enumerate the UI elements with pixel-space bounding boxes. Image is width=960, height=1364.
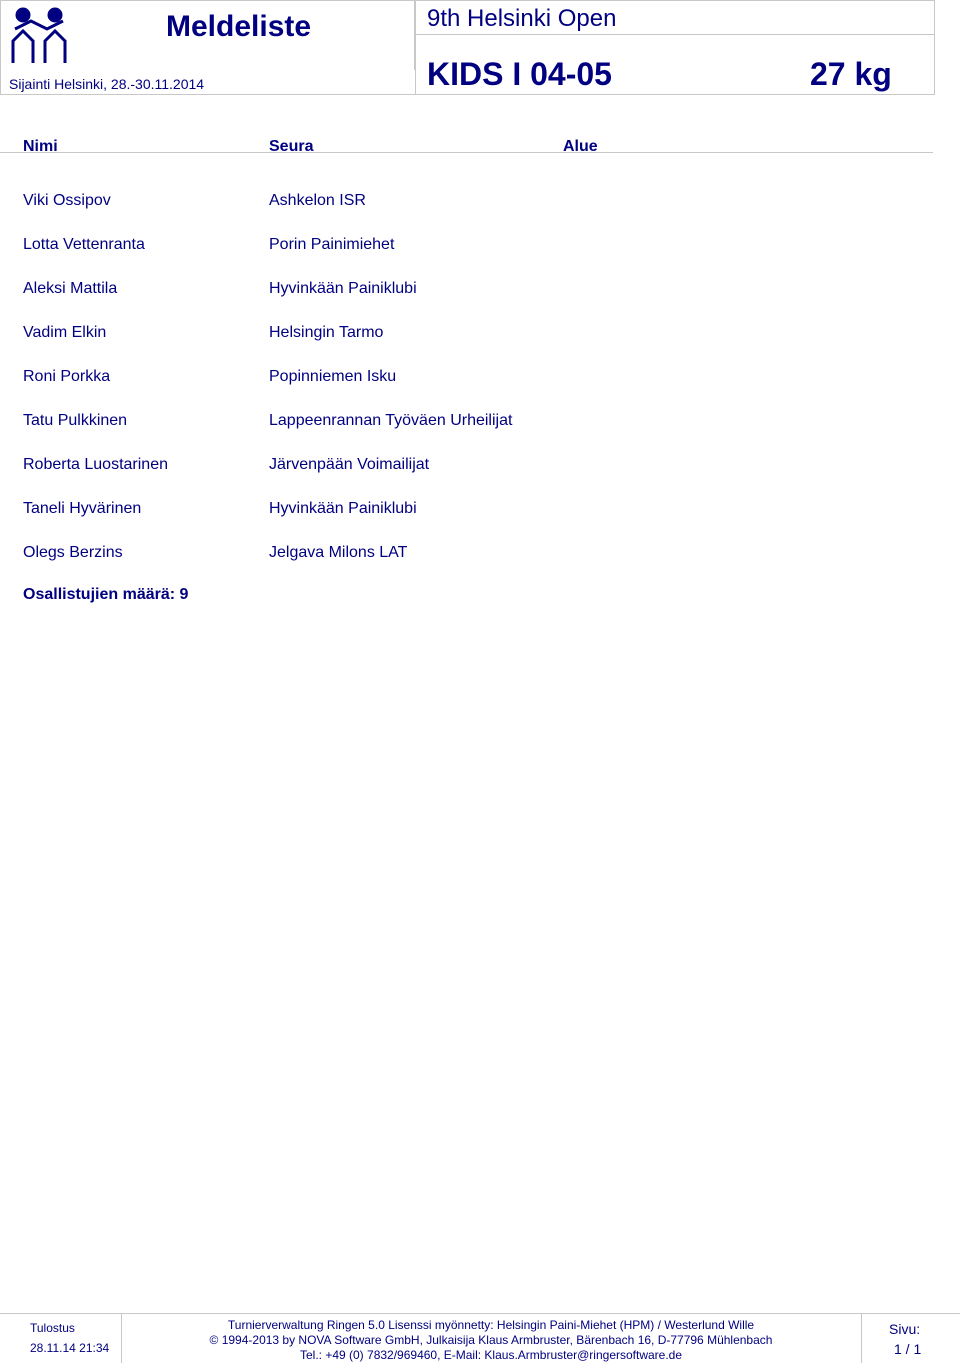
weight-class: 27 kg xyxy=(810,56,892,92)
logo-box xyxy=(0,0,120,70)
table-row xyxy=(0,544,933,588)
participant-club: Porin Painimiehet xyxy=(269,236,395,253)
participant-name: Lotta Vettenranta xyxy=(23,236,145,253)
print-label: Tulostus xyxy=(30,1321,75,1335)
location-date: Sijainti Helsinki, 28.-30.11.2014 xyxy=(9,76,205,92)
table-row xyxy=(0,280,933,324)
print-time: 28.11.14 21:34 xyxy=(30,1341,110,1355)
participant-club: Hyvinkään Painiklubi xyxy=(269,280,417,297)
participant-name: Viki Ossipov xyxy=(23,192,111,209)
participant-club: Järvenpään Voimailijat xyxy=(269,456,430,473)
participant-club: Lappeenrannan Työväen Urheilijat xyxy=(269,412,513,429)
wrestlers-logo-icon xyxy=(1,1,121,71)
participant-club: Ashkelon ISR xyxy=(269,192,366,209)
header-divider xyxy=(0,152,933,153)
license-line: Turnierverwaltung Ringen 5.0 Lisenssi myönnetty: Helsingin Paini-Miehet (HPM) / Westerlund Wille xyxy=(227,1318,755,1332)
column-header-club: Seura xyxy=(269,138,314,155)
footer-divider xyxy=(861,1313,862,1363)
copyright-line: © 1994-2013 by NOVA Software GmbH, Julkaisija Klaus Armbruster, Bärenbach 16, D-77796 Mühlenbach xyxy=(209,1333,773,1347)
table-row xyxy=(0,500,933,544)
table-row xyxy=(0,192,933,236)
column-header-name: Nimi xyxy=(23,138,58,155)
participant-name: Aleksi Mattila xyxy=(23,280,118,297)
participant-club: Jelgava Milons LAT xyxy=(269,544,408,561)
participant-name: Roberta Luostarinen xyxy=(23,456,168,473)
participant-name: Olegs Berzins xyxy=(23,544,123,561)
contact-line: Tel.: +49 (0) 7832/969460, E-Mail: Klaus.Armbruster@ringersoftware.de xyxy=(299,1348,683,1362)
table-row xyxy=(0,412,933,456)
table-row xyxy=(0,456,933,500)
class-name: KIDS I 04-05 xyxy=(427,56,612,92)
table-row xyxy=(0,236,933,280)
event-name: 9th Helsinki Open xyxy=(427,5,617,32)
participant-club: Popinniemen Isku xyxy=(269,368,397,385)
participant-club: Helsingin Tarmo xyxy=(269,324,384,341)
participant-count: Osallistujien määrä: 9 xyxy=(23,586,189,603)
page-label: Sivu: xyxy=(889,1321,921,1337)
participant-club: Hyvinkään Painiklubi xyxy=(269,500,417,517)
table-row xyxy=(0,324,933,368)
page-title: Meldeliste xyxy=(166,10,312,43)
table-row xyxy=(0,368,933,412)
participant-name: Taneli Hyvärinen xyxy=(23,500,142,517)
participant-name: Roni Porkka xyxy=(23,368,111,385)
column-header-area: Alue xyxy=(563,138,598,155)
page-number: 1 / 1 xyxy=(894,1341,922,1357)
participant-name: Tatu Pulkkinen xyxy=(23,412,128,429)
participant-name: Vadim Elkin xyxy=(23,324,107,341)
